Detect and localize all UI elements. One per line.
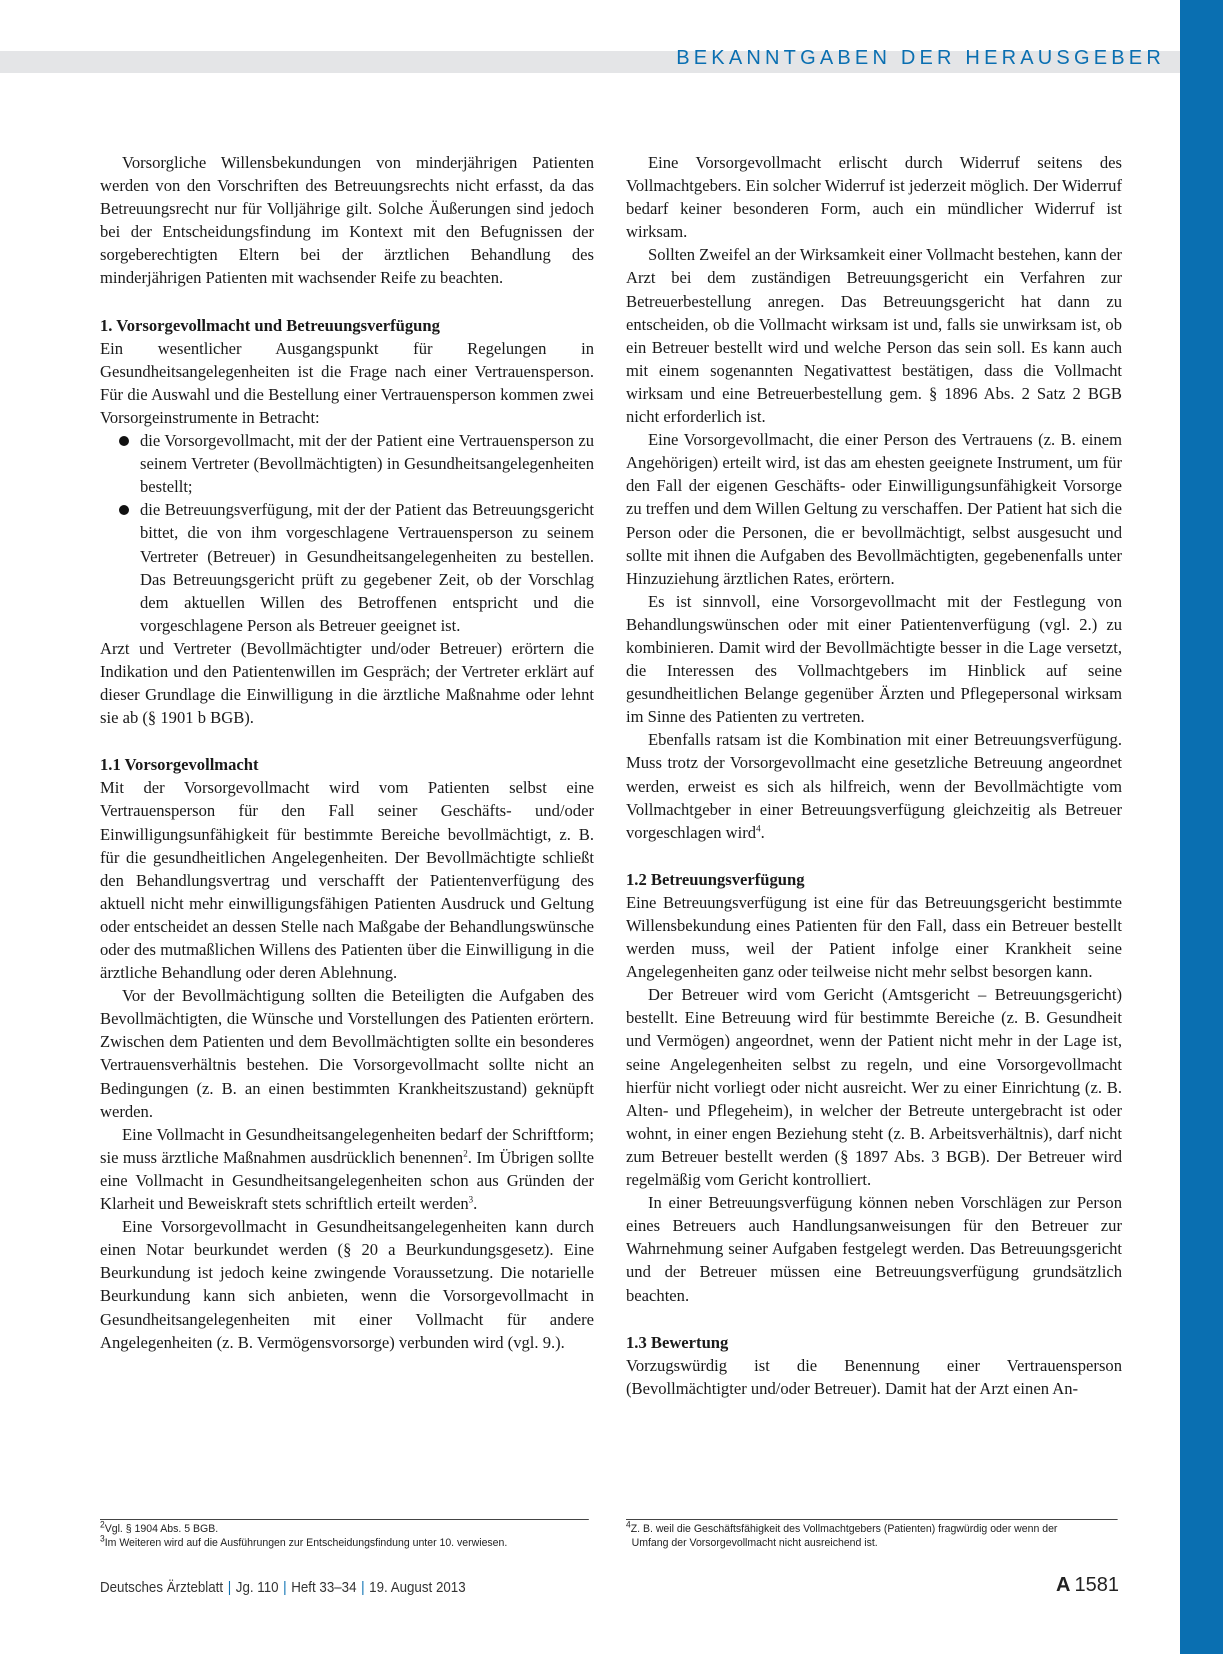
page-number: A 1581	[1056, 1574, 1119, 1596]
date: 19. August 2013	[369, 1580, 466, 1596]
paragraph: Der Betreuer wird vom Gericht (Amtsgericht – Betreuungsgericht) bestellt. Eine Betreuung wird für bestimmte Bereiche (z. B. Gesundheit und Vermögen) angeordnet, wenn der Patient nicht mehr in der Lage ist, seine Angelegenheiten selbst zu regeln, und eine Vorsorgevollmacht hierfür nicht vorliegt oder nicht ausreicht. Wer zu einer Einrichtung (z. B. Alten- und Pflegeheim), in welcher der Betreute untergebracht ist oder wohnt, in einer engen Beziehung steht (z. B. Arbeitsverhältnis), darf nicht zum Betreuer bestellt werden (§ 1897 Abs. 3 BGB). Der Betreuer wird regelmäßig vom Gericht kontrolliert.	[626, 985, 1122, 1190]
footnotes-left	[100, 1519, 589, 1551]
left-column	[100, 151, 594, 1354]
paragraph: Eine Vollmacht in Gesundheitsangelegenheiten bedarf der Schriftform; sie muss ärztliche Maßnahmen ausdrücklich benennen$^2$. Im Übrigen sollte eine Vollmacht in Gesundheitsangelegenheiten schon aus Gründen der Klarheit und Beweiskraft stets schriftlich erteilt werden$^3$.	[100, 1124, 594, 1214]
list-item: die Vorsorgevollmacht, mit der der Patient eine Vertrauensperson zu seinem Vertreter (Bevollmächtigten) in Gesundheitsangelegenheiten bestellt;	[100, 429, 594, 498]
paragraph: Vorzugswürdig ist die Benennung einer Vertrauensperson (Bevollmächtigter und/oder Betreuer). Damit hat der Arzt einen An-	[626, 1355, 1122, 1398]
footnote-ref: 2	[463, 1148, 468, 1159]
paragraph: Vorsorgliche Willensbekundungen von minderjährigen Patienten werden von den Vorschriften des Betreuungsrechts nicht erfasst, da das Betreuungsrecht nur für Volljährige gilt. Solche Äußerungen sind jedoch bei der Entscheidungsfindung im Kontext mit den Befugnissen der sorgeberechtigten Eltern bei der ärztlichen Behandlung des minderjährigen Patienten mit wachsender Reife zu beachten.	[100, 153, 594, 288]
paragraph: Ebenfalls ratsam ist die Kombination mit einer Betreuungsverfügung. Muss trotz der Vorsorgevollmacht eine gesetzliche Betreuung angeordnet werden, erweist es sich als hilfreich, wenn der Bevollmächtigte vom Vollmachtgeber in einer Betreuungsverfügung gleichzeitig als Betreuer vorgeschlagen wird$^4$.	[626, 730, 1122, 842]
paragraph: Eine Vorsorgevollmacht, die einer Person des Vertrauens (z. B. einem Angehörigen) erteilt wird, ist das am ehesten geeignete Instrument, um für den Fall der eigenen Geschäfts- oder Einwilligungsunfähigkeit Vorsorge zu treffen und dem Willen Geltung zu verschaffen. Der Patient hat sich die Person oder die Personen, die er bevollmächtigt, selbst ausgesucht und sollte mit ihnen die Aufgaben des Bevollmächtigten, gegebenenfalls unter Hinzuziehung ärztlichen Rates, erörtern.	[626, 430, 1122, 588]
footnotes-right	[626, 1519, 1118, 1551]
heading-section-1-2: 1.2 Betreuungsverfügung	[626, 869, 805, 889]
footnote-continuation: Umfang der Vorsorgevollmacht nicht ausreichend ist.	[631, 1536, 878, 1549]
paragraph: Eine Vorsorgevollmacht erlischt durch Widerruf seitens des Vollmachtgebers. Ein solcher Widerruf ist jederzeit möglich. Der Widerruf bedarf keiner besonderen Form, auch ein mündlicher Widerruf ist wirksam.	[626, 153, 1122, 242]
paragraph: Arzt und Vertreter (Bevollmächtigter und/oder Betreuer) erörtern die Indikation und den Patientenwillen im Gespräch; der Vertreter erklärt auf dieser Grundlage die Einwilligung in die ärztliche Maßnahme oder lehnt sie ab (§ 1901 b BGB).	[100, 638, 594, 728]
volume: Jg. 110	[235, 1580, 279, 1596]
footer-citation: Deutsches Ärzteblatt | Jg. 110 | Heft 33–34 | 19. August 2013	[100, 1580, 466, 1596]
right-column	[626, 151, 1122, 1400]
paragraph: Vor der Bevollmächtigung sollten die Beteiligten die Aufgaben des Bevollmächtigten, die Wünsche und Vorstellungen des Patienten erörtern. Zwischen dem Patienten und dem Bevollmächtigten sollte ein besonderes Vertrauensverhältnis bestehen. Die Vorsorgevollmacht sollte nicht an Bedingungen (z. B. an einen bestimmten Krankheitszustand) geknüpft werden.	[100, 986, 594, 1121]
paragraph: Mit der Vorsorgevollmacht wird vom Patienten selbst eine Vertrauensperson für den Fall seiner Geschäfts- und/oder Einwilligungsunfähigkeit für bestimmte Bereiche bevollmächtigt, z. B. für die gesundheitlichen Angelegenheiten. Der Bevollmächtigte schließt den Behandlungsvertrag und verschafft der Patientenverfügung des aktuell nicht mehr einwilligungsfähigen Patienten Ausdruck und Geltung oder entscheidet an dessen Stelle nach Maßgabe der Behandlungswünsche oder des mutmaßlichen Willens des Patienten über die Einwilligung in die ärztliche Behandlung oder deren Ablehnung.	[100, 778, 594, 983]
footnote-ref: 4	[756, 823, 761, 834]
bullet-list	[100, 429, 594, 637]
paragraph: In einer Betreuungsverfügung können neben Vorschlägen zur Person eines Betreuers auch Handlungsanweisungen für den Betreuer zur Wahrnehmung seiner Aufgaben festgelegt werden. Das Betreuungsgericht und der Betreuer müssen eine Betreuungsverfügung grundsätzlich beachten.	[626, 1193, 1122, 1305]
paragraph: Sollten Zweifel an der Wirksamkeit einer Vollmacht bestehen, kann der Arzt bei dem zuständigen Betreuungsgericht ein Verfahren zur Betreuerbestellung anregen. Das Betreuungsgericht hat dann zu entscheiden, ob die Vollmacht wirksam ist und, falls sie unwirksam ist, ob ein Betreuer bestellt wird und welche Person das sein soll. Es kann auch mit einem sogenannten Negativattest bestätigen, dass die Vollmacht wirksam und eine Betreuerbestellung gem. § 1896 Abs. 2 Satz 2 BGB nicht erforderlich ist.	[626, 245, 1122, 427]
footnote: $^4$Z. B. weil die Geschäftsfähigkeit des Vollmachtgebers (Patienten) fragwürdig oder wenn der	[626, 1519, 1058, 1535]
list-item: die Betreuungsverfügung, mit der der Patient das Betreuungsgericht bittet, die von ihm vorgeschlagene Vertrauensperson zu seinem Vertreter (Betreuer) in Gesundheitsangelegenheiten zu bestellen. Das Betreuungsgericht prüft zu gegebener Zeit, ob der Vorschlag dem aktuellen Willen des Betroffenen entspricht und die vorgeschlagene Person als Betreuer geeignet ist.	[100, 498, 594, 637]
heading-section-1: 1. Vorsorgevollmacht und Betreuungsverfügung	[100, 315, 440, 335]
side-color-bar	[1180, 0, 1223, 1654]
page-prefix: A	[1056, 1574, 1071, 1596]
heading-section-1-3: 1.3 Bewertung	[626, 1332, 729, 1352]
section-title: BEKANNTGABEN DER HERAUSGEBER	[676, 47, 1165, 69]
paragraph: Ein wesentlicher Ausgangspunkt für Regelungen in Gesundheitsangelegenheiten ist die Frage nach einer Vertrauensperson. Für die Auswahl und die Bestellung einer Vertrauensperson kommen zwei Vorsorgeinstrumente in Betracht:	[100, 338, 594, 427]
footnote-ref: 3	[468, 1194, 474, 1205]
footnote: $^2$Vgl. § 1904 Abs. 5 BGB.	[100, 1519, 219, 1535]
issue: Heft 33–34	[291, 1580, 357, 1596]
footnote: $^3$Im Weiteren wird auf die Ausführungen zur Entscheidungsfindung unter 10. verwiesen.	[100, 1533, 508, 1549]
heading-section-1-1: 1.1 Vorsorgevollmacht	[100, 755, 259, 775]
paragraph: Es ist sinnvoll, eine Vorsorgevollmacht mit der Festlegung von Behandlungswünschen oder mit einer Patientenverfügung (vgl. 2.) zu kombinieren. Damit wird der Bevollmächtigte besser in die Lage versetzt, die Interessen des Vollmachtgebers im Hinblick auf seine gesundheitlichen Belange gegenüber Ärzten und Pflegepersonal wirksam im Sinne des Patienten zu vertreten.	[626, 591, 1122, 727]
paragraph: Eine Vorsorgevollmacht in Gesundheitsangelegenheiten kann durch einen Notar beurkundet werden (§ 20 a Beurkundungsgesetz). Eine Beurkundung ist jedoch keine zwingende Voraussetzung. Die notarielle Beurkundung kann sich anbieten, wenn die Vorsorgevollmacht in Gesundheitsangelegenheiten mit einer Vollmacht für andere Angelegenheiten (z. B. Vermögensvorsorge) verbunden wird (vgl. 9.).	[100, 1217, 594, 1352]
journal-name: Deutsches Ärzteblatt	[100, 1580, 224, 1596]
paragraph: Eine Betreuungsverfügung ist eine für das Betreuungsgericht bestimmte Willensbekundung eines Patienten für den Fall, dass ein Betreuer bestellt werden muss, weil der Patient infolge einer Krankheit seine Angelegenheiten ganz oder teilweise nicht mehr selbst besorgen kann.	[626, 892, 1122, 982]
